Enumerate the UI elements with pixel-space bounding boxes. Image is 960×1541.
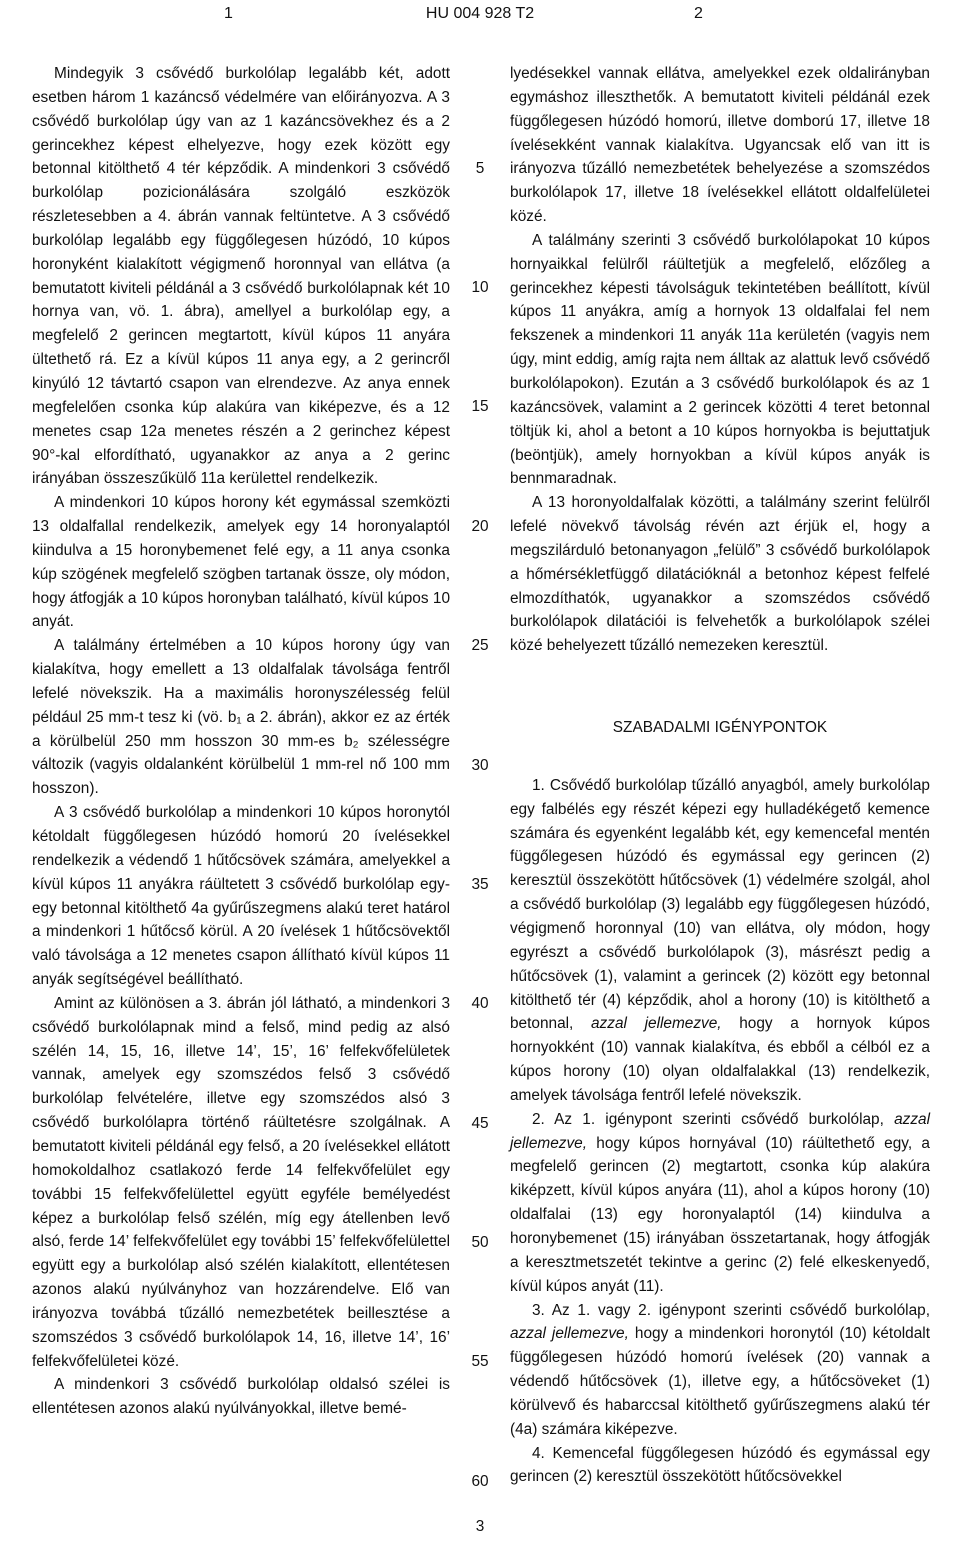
line-number: 50 [471,1234,489,1251]
line-number: 5 [475,160,485,177]
claims-heading: SZABADALMI IGÉNYPONTOK [612,719,828,737]
claim-text: 2. Az 1. igénypont szerinti csővédő burkolólap, [532,1110,895,1128]
line-number: 30 [471,757,489,774]
line-number: 45 [471,1115,489,1132]
page-footer-number: 3 [475,1518,485,1535]
left-page-number: 1 [224,5,233,22]
paragraph: A 3 csővédő burkolólap a mindenkori 10 kúpos horonytól kétoldalt függőlegesen húzódó homorú 20 ívelésekkel rendelkezik a védendő 1 hűtőcsövek számára, amelyekkel a kívül kúpos 11 anyákra ráültetett 3 csővédő burkolólap egy-egy betonnal kitölthető 4a gyűrűszegmens alakú teret határol a mindenkori 1 hűtőcső körül. A 20 ívelések 1 hűtőcsövektől való távolsága a 12 menetes csapon állítható kívül kúpos 11 anyák segítségével beállítható. [32,804,450,989]
page-header [0,0,960,30]
claim-text: hogy kúpos hornyával (10) ráültethető egy, a megfelelő gerincen (2) megtartott, csonka kúp alakúra kiképzett, kívül kúpos anyára (11), ahol a kúpos horony (10) oldalfalai (13) egy horonyalaptól (14) kiindulva a horonybemenet (15) irányában összetartanak, hogy átfogják a keresztmetszetét tekintve a gerinc (2) felé elkeskenyedő, kívül kúpos anyát (11). [510,1134,930,1295]
line-number: 60 [471,1473,489,1490]
paragraph: A 13 horonyoldalfalak közötti, a találmány szerint felülről lefelé növekvő távolság révén azt érjük el, hogy a megszilárduló betonanyagon „felülő” 3 csővédő burkolólapok a hőmérsékletfüggő dilatációknál a betonhoz képest felfelé elmozdíthatók, ugyanakkor a szomszédos csővédő burkolólapok dilatációi is felvehetők a burkolólapok szélei közé behelyezett tűzálló nemezeken keresztül. [510,494,930,655]
claim-1 [510,774,930,1108]
paragraph: Mindegyik 3 csővédő burkolólap legalább két, adott esetben három 1 kazáncső védelmére van előirányozva. A 3 csővédő burkolólap úgy van az 1 kazáncsövekhez és a 2 gerincekhez képest elhelyezve, hogy ezek között egy betonnal kitölthető 4 tér képződik. A mindenkori 3 csővédő burkolólap pozicionálására szolgáló eszközök részletesebben a 4. ábrán vannak feltüntetve. A 3 csővédő burkolólap legalább egy függőlegesen húzódó, 10 kúpos horonyként kialakított végigmenő horonnyal van ellátva (a bemutatott kiviteli példánál a 3 csővédő burkolólapnak két 10 hornya van, vö. 1. ábra), amellyel a burkolólap egy, a megfelelő 2 gerincen megtartott, kívül kúpos 11 anyára ültethető rá. Ez a kívül kúpos 11 anya egy, a 2 gerincről kinyúló 12 távtartó csapon van elrendezve. Az anya ennek megfelelően csonka kúp alakúra van kiképezve, és a 12 menetes csap 12a menetes részén a 2 gerinchez képest 90°-kal elfordítható, ugyanakkor az anya a 2 gerinc irányában összeszűkülő 11a kerülettel rendelkezik. [32,65,450,488]
line-number: 55 [471,1353,489,1370]
line-number: 10 [471,279,489,296]
paragraph: A mindenkori 10 kúpos horony két egymással szemközti 13 oldalfallal rendelkezik, amelyek egy 14 horonyalaptól kiindulva a 15 horonybemenet felé egy, a 11 anya csonka kúp szögének megfelelő szögben tartanak össze, oly módon, hogy átfogják a 10 kúpos horonyban található, kívül kúpos 10 anyát. [32,494,450,631]
document-id: HU 004 928 T2 [425,5,535,22]
paragraph: Amint az különösen a 3. ábrán jól látható, a mindenkori 3 csővédő burkolólapnak mind a felső, mind pedig az alsó szélén 14, 15, 16, illetve 14’, 15’, 16’ felfekvőfelületek vannak, amelyek egy szomszédos felső 3 csővédő burkolólap felvételére, illetve egy szomszédos alsó 3 csővédő burkolólapra történő ráültetésre szolgálnak. A bemutatott kiviteli példánál egy felső, a 20 ívelésekkel ellátott homokoldalhoz csatlakozó ferde 14 felfekvőfelület egy további 15 felfekvőfelülettel együtt egyféle bemélyedést képez a burkolólap felső szélén, míg egy átellenben levő alsó, ferde 14’ felfekvőfelület egy további 15’ felfekvőfelülettel együtt egy a burkolólap alsó szélén kialakított, ellentétesen azonos alakú nyúlványhoz van hozzárendelve. Elő van irányozva továbbá tűzálló nemezbetétek beillesztése a szomszédos 3 csővédő burkolólapok 14, 16, illetve 14’, 16’ felfekvőfelületei közé. [32,994,450,1370]
paragraph: lyedésekkel vannak ellátva, amelyekkel ezek oldalirányban egymáshoz illeszthetők. A bemutatott kiviteli példánál ezek függőlegesen húzódó homorú, illetve domború 17, illetve 18 ívelésekként vannak kialakítva. Ugyancsak elő van itt is irányozva tűzálló nemezbetétek behelyezése a szomszédos burkolólapok 17, illetve 18 ívelésekkel ellátott oldalfelületei közé. [510,65,930,226]
claim-4: 4. Kemencefal függőlegesen húzódó és egymással egy gerincen (2) keresztül összekötött hűtőcsövekkel [510,1444,930,1486]
claim-text: 1. Csővédő burkolólap tűzálló anyagból, amely burkolólap egy falbélés egy részét képezi egy hulladékégető kemence számára és egyenként legalább két, egy kemencefal mentén függőlegesen húzódó és egymással egy gerincen (2) keresztül összekötött hűtőcsövek (1) védelmére szolgál, ahol a csővédő burkolólap (3) legalább egy függőlegesen húzódó, végigmenő horonnyal (10) van ellátva, oly módon, hogy egyrészt a csővédő burkolólapok (3), másrészt pedig a hűtőcsövek (1), valamint a gerincek (2) között egy betonnal kitölthető tér (4) képződik, ahol a horony (10) is kitölthető a betonnal, [510,776,930,1033]
claim-emphasis: azzal jellemezve, [591,1015,722,1033]
line-number: 25 [471,637,489,654]
claim-text: hogy a mindenkori horonytól (10) kétoldalt függőlegesen húzódó homorú ívelések (20) vannak a védendő hűtőcsövek (1), illetve egy, a hűtőcsöveket (1) körülvevő és habarccsal kitölthető gyűrűszegmens alakú tér (4a) számára kiképezve. [510,1325,930,1438]
line-number: 15 [471,398,489,415]
claim-emphasis: azzal jellemezve, [510,1110,930,1152]
claim-text: hogy a hornyok kúpos hornyokként (10) vannak kialakítva, és ebből a célból ez a kúpos horony (10) olyan oldalfalakkal (13) rendelkezik, amelyek távolsága fentről lefelé növekszik. [510,1015,930,1104]
claim-emphasis: azzal jellemezve, [510,1325,629,1343]
left-column [32,62,450,1421]
paragraph: A mindenkori 3 csővédő burkolólap oldalsó szélei is ellentétesen azonos alakú nyúlványokkal, illetve bemé- [32,1376,450,1418]
line-number: 20 [471,518,489,535]
line-number: 40 [471,995,489,1012]
right-column [510,62,930,1489]
paragraph: A találmány szerinti 3 csővédő burkolólapokat 10 kúpos hornyaikkal felülről ráültetjük a megfelelő, előzőleg a gerincekhez képesti távolságuk tekintetében beállított, kívül kúpos 11 anyákra, amíg a hornyok 13 oldalfalai fel nem fekszenek a mindenkori 11 anyák 11a kerületén (vagyis nem úgy, mint eddig, amíg rajta nem álltak az alattuk levő csővédő burkolólapokon). Ezután a 3 csővédő burkolólapok és az 1 kazáncsövek, valamint a 2 gerincek közötti 4 teret betonnal töltjük ki, ahol a betont a 10 kúpos hornyokba is bejuttatjuk (beöntjük), amely hornyokban a kívül kúpos anyák is bennmaradnak. [510,231,930,488]
paragraph: A találmány értelmében a 10 kúpos horony úgy van kialakítva, hogy emellett a 13 oldalfalak távolsága fentről lefelé növekszik. Ha a maximális horonyszélesség felül például 25 mm-t tesz ki (vö. b₁ a 2. ábrán), akkor ez az érték a körülbelül 250 mm hosszon 30 mm-es b₂ szélességre változik (vagyis oldalanként körülbelül 1 mm-rel nő 100 mm hosszon). [32,637,450,798]
right-page-number: 2 [694,5,703,22]
claim-2 [510,1108,930,1299]
line-number: 35 [471,876,489,893]
claim-3 [510,1299,930,1442]
claim-text: 3. Az 1. vagy 2. igénypont szerinti csővédő burkolólap, [532,1301,930,1319]
